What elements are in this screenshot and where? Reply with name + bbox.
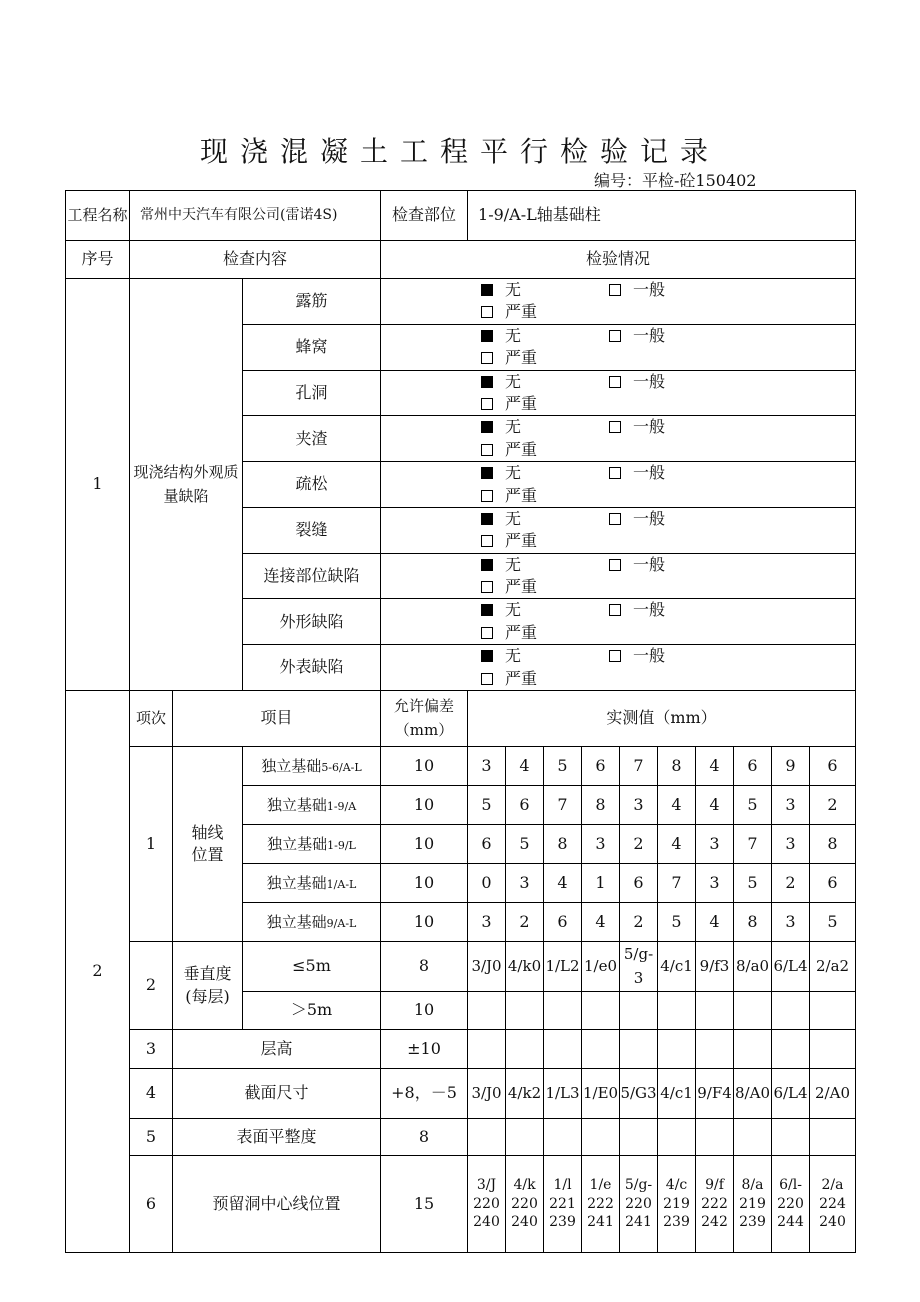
- measured-value: 3/J0: [468, 942, 506, 992]
- option-label: 严重: [505, 393, 538, 413]
- measured-value: [734, 1030, 772, 1069]
- measured-value: 8/A0: [734, 1069, 772, 1119]
- option-label: 严重: [505, 668, 538, 688]
- measured-value: 4/k2: [506, 1069, 544, 1119]
- option-2: [481, 576, 609, 598]
- option-0: [481, 371, 609, 393]
- option-2: [481, 439, 609, 461]
- measured-value: 6/L4: [772, 942, 810, 992]
- result-header: 检验情况: [381, 241, 856, 279]
- item-no: 4: [130, 1069, 173, 1119]
- measured-value: [620, 1119, 658, 1156]
- measured-value: [810, 992, 856, 1030]
- measured-value: 2/A0: [810, 1069, 856, 1119]
- measured-value: 1/e 222 241: [582, 1156, 620, 1253]
- measured-value: 2/a2: [810, 942, 856, 992]
- measured-value: 3: [772, 825, 810, 864]
- measured-value: [506, 1119, 544, 1156]
- measured-value: 6: [544, 903, 582, 942]
- project-label: 工程名称: [66, 191, 130, 241]
- option-label: 无: [505, 463, 522, 483]
- location-label: 检查部位: [381, 191, 468, 241]
- option-0: [481, 599, 609, 621]
- defect-name: 露筋: [243, 279, 381, 325]
- vertical-no: 2: [130, 942, 173, 1030]
- axis-item-name: 独立基础: [266, 912, 327, 931]
- checkbox[interactable]: [481, 421, 493, 433]
- measured-value: [734, 1119, 772, 1156]
- defect-name: 孔洞: [243, 370, 381, 416]
- measured-value: [620, 1030, 658, 1069]
- item-no: 6: [130, 1156, 173, 1253]
- checkbox[interactable]: [481, 376, 493, 388]
- option-2: [481, 393, 609, 415]
- defect-name: 疏松: [243, 462, 381, 508]
- measured-value: [544, 1030, 582, 1069]
- item-name: 截面尺寸: [173, 1069, 381, 1119]
- defect-options: [381, 553, 856, 599]
- checkbox[interactable]: [609, 421, 621, 433]
- option-2: [481, 668, 609, 690]
- checkbox[interactable]: [609, 559, 621, 571]
- measured-value: [734, 992, 772, 1030]
- axis-item-name: 独立基础: [266, 795, 327, 814]
- option-label: 严重: [505, 577, 538, 597]
- checkbox[interactable]: [481, 444, 493, 456]
- measured-value: [582, 992, 620, 1030]
- checkbox[interactable]: [481, 650, 493, 662]
- measured-value: 7: [734, 825, 772, 864]
- measured-value: 4/c1: [658, 942, 696, 992]
- measured-value: 6: [468, 825, 506, 864]
- measured-value: 2: [810, 786, 856, 825]
- axis-item: [243, 903, 381, 942]
- section2-header: [66, 691, 856, 747]
- measured-value: 5: [468, 786, 506, 825]
- seq-header: 序号: [66, 241, 130, 279]
- checkbox[interactable]: [609, 376, 621, 388]
- option-label: 一般: [633, 280, 666, 299]
- option-label: 严重: [505, 302, 538, 322]
- tolerance: 10: [381, 825, 468, 864]
- tolerance: 10: [381, 747, 468, 786]
- defect-row: [66, 279, 856, 325]
- option-label: 一般: [633, 646, 666, 666]
- measured-value: 3: [696, 825, 734, 864]
- measured-value: 3: [772, 786, 810, 825]
- option-2: [481, 347, 609, 369]
- axis-item-sub: 9/A-L: [326, 916, 357, 930]
- measured-value: 6: [810, 747, 856, 786]
- checkbox[interactable]: [609, 650, 621, 662]
- option-label: 一般: [633, 417, 666, 437]
- axis-item: [243, 786, 381, 825]
- measured-value: 6: [810, 864, 856, 903]
- option-0: [481, 554, 609, 576]
- option-label: 一般: [633, 371, 666, 391]
- measured-value: 4/k0: [506, 942, 544, 992]
- tolerance-header: 允许偏差（mm）: [381, 691, 468, 747]
- item-name: 层高: [173, 1030, 381, 1069]
- checkbox[interactable]: [481, 581, 493, 593]
- option-label: 一般: [633, 463, 666, 483]
- measured-value: [658, 992, 696, 1030]
- option-label: 严重: [505, 348, 538, 368]
- axis-item-sub: 1/A-L: [326, 877, 357, 891]
- measured-header: 实测值（mm）: [468, 691, 856, 747]
- item-name: 预留洞中心线位置: [173, 1156, 381, 1253]
- defect-name: 外表缺陷: [243, 645, 381, 691]
- measured-value: 3/J 220 240: [468, 1156, 506, 1253]
- section2-no: 2: [66, 691, 130, 1253]
- tolerance: 10: [381, 786, 468, 825]
- vertical-item: ≤5m: [243, 942, 381, 992]
- measured-value: 5: [734, 786, 772, 825]
- defect-options: [381, 599, 856, 645]
- measured-value: 1/E0: [582, 1069, 620, 1119]
- defect-options: [381, 645, 856, 691]
- checkbox[interactable]: [609, 330, 621, 342]
- measured-value: [468, 1119, 506, 1156]
- checkbox[interactable]: [481, 490, 493, 502]
- measured-value: 8/a0: [734, 942, 772, 992]
- option-1: [609, 599, 737, 621]
- checkbox[interactable]: [481, 398, 493, 410]
- measured-value: 2: [620, 903, 658, 942]
- measured-value: 9/F4: [696, 1069, 734, 1119]
- measured-value: 5: [544, 747, 582, 786]
- checkbox[interactable]: [481, 513, 493, 525]
- measured-value: 5: [734, 864, 772, 903]
- option-1: [609, 554, 737, 576]
- option-1: [609, 371, 737, 393]
- tolerance: +8，－5: [381, 1069, 468, 1119]
- option-label: 无: [505, 554, 522, 574]
- option-2: [481, 485, 609, 507]
- option-label: 一般: [633, 554, 666, 574]
- measured-value: 6: [506, 786, 544, 825]
- measured-value: 6: [734, 747, 772, 786]
- measured-value: [468, 992, 506, 1030]
- defect-category: 现浇结构外观质量缺陷: [130, 279, 243, 691]
- tolerance: 10: [381, 864, 468, 903]
- measured-value: 3: [582, 825, 620, 864]
- checkbox[interactable]: [481, 306, 493, 318]
- measured-value: [620, 992, 658, 1030]
- tolerance: 15: [381, 1156, 468, 1253]
- measured-value: [810, 1119, 856, 1156]
- measured-value: 5: [506, 825, 544, 864]
- inspection-table: [65, 190, 856, 1253]
- tolerance: 10: [381, 992, 468, 1030]
- defect-name: 裂缝: [243, 507, 381, 553]
- checkbox[interactable]: [481, 284, 493, 296]
- defect-options: [381, 370, 856, 416]
- content-header: 检查内容: [130, 241, 381, 279]
- measured-value: 8: [658, 747, 696, 786]
- defect-options: [381, 324, 856, 370]
- measured-value: [772, 1119, 810, 1156]
- measured-value: 8: [810, 825, 856, 864]
- item-no: 3: [130, 1030, 173, 1069]
- axis-item-name: 独立基础: [261, 756, 322, 775]
- option-1: [609, 508, 737, 530]
- measured-value: [506, 1030, 544, 1069]
- measured-value: 6/l- 220 244: [772, 1156, 810, 1253]
- checkbox[interactable]: [481, 559, 493, 571]
- axis-item: [243, 747, 381, 786]
- axis-no: 1: [130, 747, 173, 942]
- option-1: [609, 645, 737, 667]
- section-size-row: [66, 1069, 856, 1119]
- height-row: [66, 1030, 856, 1069]
- measured-value: 4/c1: [658, 1069, 696, 1119]
- measured-value: [544, 1119, 582, 1156]
- measured-value: [772, 992, 810, 1030]
- measured-value: 4: [696, 903, 734, 942]
- page-title: 现浇混凝土工程平行检验记录: [199, 135, 720, 168]
- option-1: [609, 279, 737, 301]
- measured-value: 3: [620, 786, 658, 825]
- measured-value: 8: [544, 825, 582, 864]
- option-label: 严重: [505, 622, 538, 642]
- vertical-row: [66, 942, 856, 992]
- axis-item-sub: 5-6/A-L: [321, 760, 362, 774]
- measured-value: [506, 992, 544, 1030]
- project-name: 常州中天汽车有限公司(雷诺4S): [130, 191, 381, 241]
- option-label: 一般: [633, 508, 666, 528]
- flatness-row: [66, 1119, 856, 1156]
- measured-value: 6: [582, 747, 620, 786]
- option-0: [481, 325, 609, 347]
- option-2: [481, 530, 609, 552]
- measured-value: 1/l 221 239: [544, 1156, 582, 1253]
- option-label: 无: [505, 508, 522, 528]
- measured-value: 2: [772, 864, 810, 903]
- checkbox[interactable]: [481, 352, 493, 364]
- axis-item-name: 独立基础: [266, 873, 327, 892]
- axis-item-sub: 1-9/L: [327, 838, 356, 852]
- option-label: 一般: [633, 600, 666, 620]
- measured-value: [696, 1119, 734, 1156]
- measured-value: 8: [582, 786, 620, 825]
- option-1: [609, 325, 737, 347]
- axis-name: 轴线位置: [173, 747, 243, 942]
- measured-value: 3: [772, 903, 810, 942]
- measured-value: 4: [506, 747, 544, 786]
- measured-value: 4: [696, 786, 734, 825]
- option-label: 一般: [633, 325, 666, 345]
- measured-value: 3/J0: [468, 1069, 506, 1119]
- measured-value: 8: [734, 903, 772, 942]
- measured-value: 1: [582, 864, 620, 903]
- option-0: [481, 416, 609, 438]
- axis-item: [243, 825, 381, 864]
- measured-value: 4: [544, 864, 582, 903]
- item-no-header: 项次: [130, 691, 173, 747]
- defect-options: [381, 507, 856, 553]
- defect-options: [381, 462, 856, 508]
- measured-value: [544, 992, 582, 1030]
- measured-value: 3: [468, 747, 506, 786]
- checkbox[interactable]: [481, 673, 493, 685]
- measured-value: 6/L4: [772, 1069, 810, 1119]
- checkbox[interactable]: [481, 604, 493, 616]
- measured-value: [658, 1119, 696, 1156]
- item-header: 项目: [173, 691, 381, 747]
- measured-value: [582, 1030, 620, 1069]
- option-0: [481, 279, 609, 301]
- option-label: 严重: [505, 439, 538, 459]
- measured-value: 1/L2: [544, 942, 582, 992]
- tolerance: 8: [381, 942, 468, 992]
- measured-value: [658, 1030, 696, 1069]
- measured-value: 9/f 222 242: [696, 1156, 734, 1253]
- measured-value: 2: [506, 903, 544, 942]
- measured-value: 6: [620, 864, 658, 903]
- option-label: 无: [505, 371, 522, 391]
- measured-value: 4/k 220 240: [506, 1156, 544, 1253]
- document-number: 编号：平检-砼150402: [594, 171, 757, 190]
- option-0: [481, 508, 609, 530]
- checkbox[interactable]: [481, 627, 493, 639]
- defect-name: 外形缺陷: [243, 599, 381, 645]
- defect-name: 夹渣: [243, 416, 381, 462]
- measured-value: 7: [620, 747, 658, 786]
- measured-value: 5/G3: [620, 1069, 658, 1119]
- option-label: 无: [505, 646, 522, 666]
- section1-no: 1: [66, 279, 130, 691]
- checkbox[interactable]: [481, 535, 493, 547]
- measured-value: 9/f3: [696, 942, 734, 992]
- tolerance: ±10: [381, 1030, 468, 1069]
- measured-value: 4/c 219 239: [658, 1156, 696, 1253]
- checkbox[interactable]: [609, 513, 621, 525]
- measured-value: 8/a 219 239: [734, 1156, 772, 1253]
- measured-value: 4: [582, 903, 620, 942]
- option-label: 无: [505, 325, 522, 345]
- measured-value: 4: [658, 786, 696, 825]
- measured-value: [696, 992, 734, 1030]
- measured-value: 0: [468, 864, 506, 903]
- axis-item-sub: 1-9/A: [326, 799, 357, 813]
- checkbox[interactable]: [481, 330, 493, 342]
- measured-value: [582, 1119, 620, 1156]
- item-no: 5: [130, 1119, 173, 1156]
- measured-value: 9: [772, 747, 810, 786]
- item-name: 表面平整度: [173, 1119, 381, 1156]
- axis-item-name: 独立基础: [267, 834, 328, 853]
- checkbox[interactable]: [609, 284, 621, 296]
- option-label: 无: [505, 417, 522, 437]
- option-label: 无: [505, 600, 522, 620]
- measured-value: 7: [658, 864, 696, 903]
- option-label: 无: [505, 280, 522, 299]
- vertical-name: 垂直度(每层): [173, 942, 243, 1030]
- measured-value: 5/g-3: [620, 942, 658, 992]
- table-body: [66, 191, 856, 1253]
- measured-value: 3: [468, 903, 506, 942]
- vertical-item: ＞5m: [243, 992, 381, 1030]
- option-1: [609, 416, 737, 438]
- measured-value: [696, 1030, 734, 1069]
- option-label: 严重: [505, 485, 538, 505]
- option-0: [481, 645, 609, 667]
- option-2: [481, 301, 609, 323]
- measured-value: 2/a 224 240: [810, 1156, 856, 1253]
- tolerance: 8: [381, 1119, 468, 1156]
- checkbox[interactable]: [609, 467, 621, 479]
- measured-value: [772, 1030, 810, 1069]
- defect-name: 连接部位缺陷: [243, 553, 381, 599]
- defect-options: [381, 416, 856, 462]
- measured-value: [810, 1030, 856, 1069]
- measured-value: 7: [544, 786, 582, 825]
- measured-value: 4: [696, 747, 734, 786]
- measured-value: 5/g- 220 241: [620, 1156, 658, 1253]
- location-value: 1-9/A-L轴基础柱: [468, 191, 856, 241]
- option-label: 严重: [505, 531, 538, 551]
- option-1: [609, 462, 737, 484]
- measured-value: 2: [620, 825, 658, 864]
- reserved-row: [66, 1156, 856, 1253]
- measured-value: 5: [658, 903, 696, 942]
- option-0: [481, 462, 609, 484]
- measured-value: 4: [658, 825, 696, 864]
- defect-options: [381, 279, 856, 325]
- measured-value: 3: [506, 864, 544, 903]
- tolerance: 10: [381, 903, 468, 942]
- measured-value: 5: [810, 903, 856, 942]
- measured-value: [468, 1030, 506, 1069]
- defect-name: 蜂窝: [243, 324, 381, 370]
- checkbox[interactable]: [609, 604, 621, 616]
- axis-row: [66, 747, 856, 786]
- checkbox[interactable]: [481, 467, 493, 479]
- measured-value: 1/e0: [582, 942, 620, 992]
- measured-value: 1/L3: [544, 1069, 582, 1119]
- axis-item: [243, 864, 381, 903]
- measured-value: 3: [696, 864, 734, 903]
- option-2: [481, 622, 609, 644]
